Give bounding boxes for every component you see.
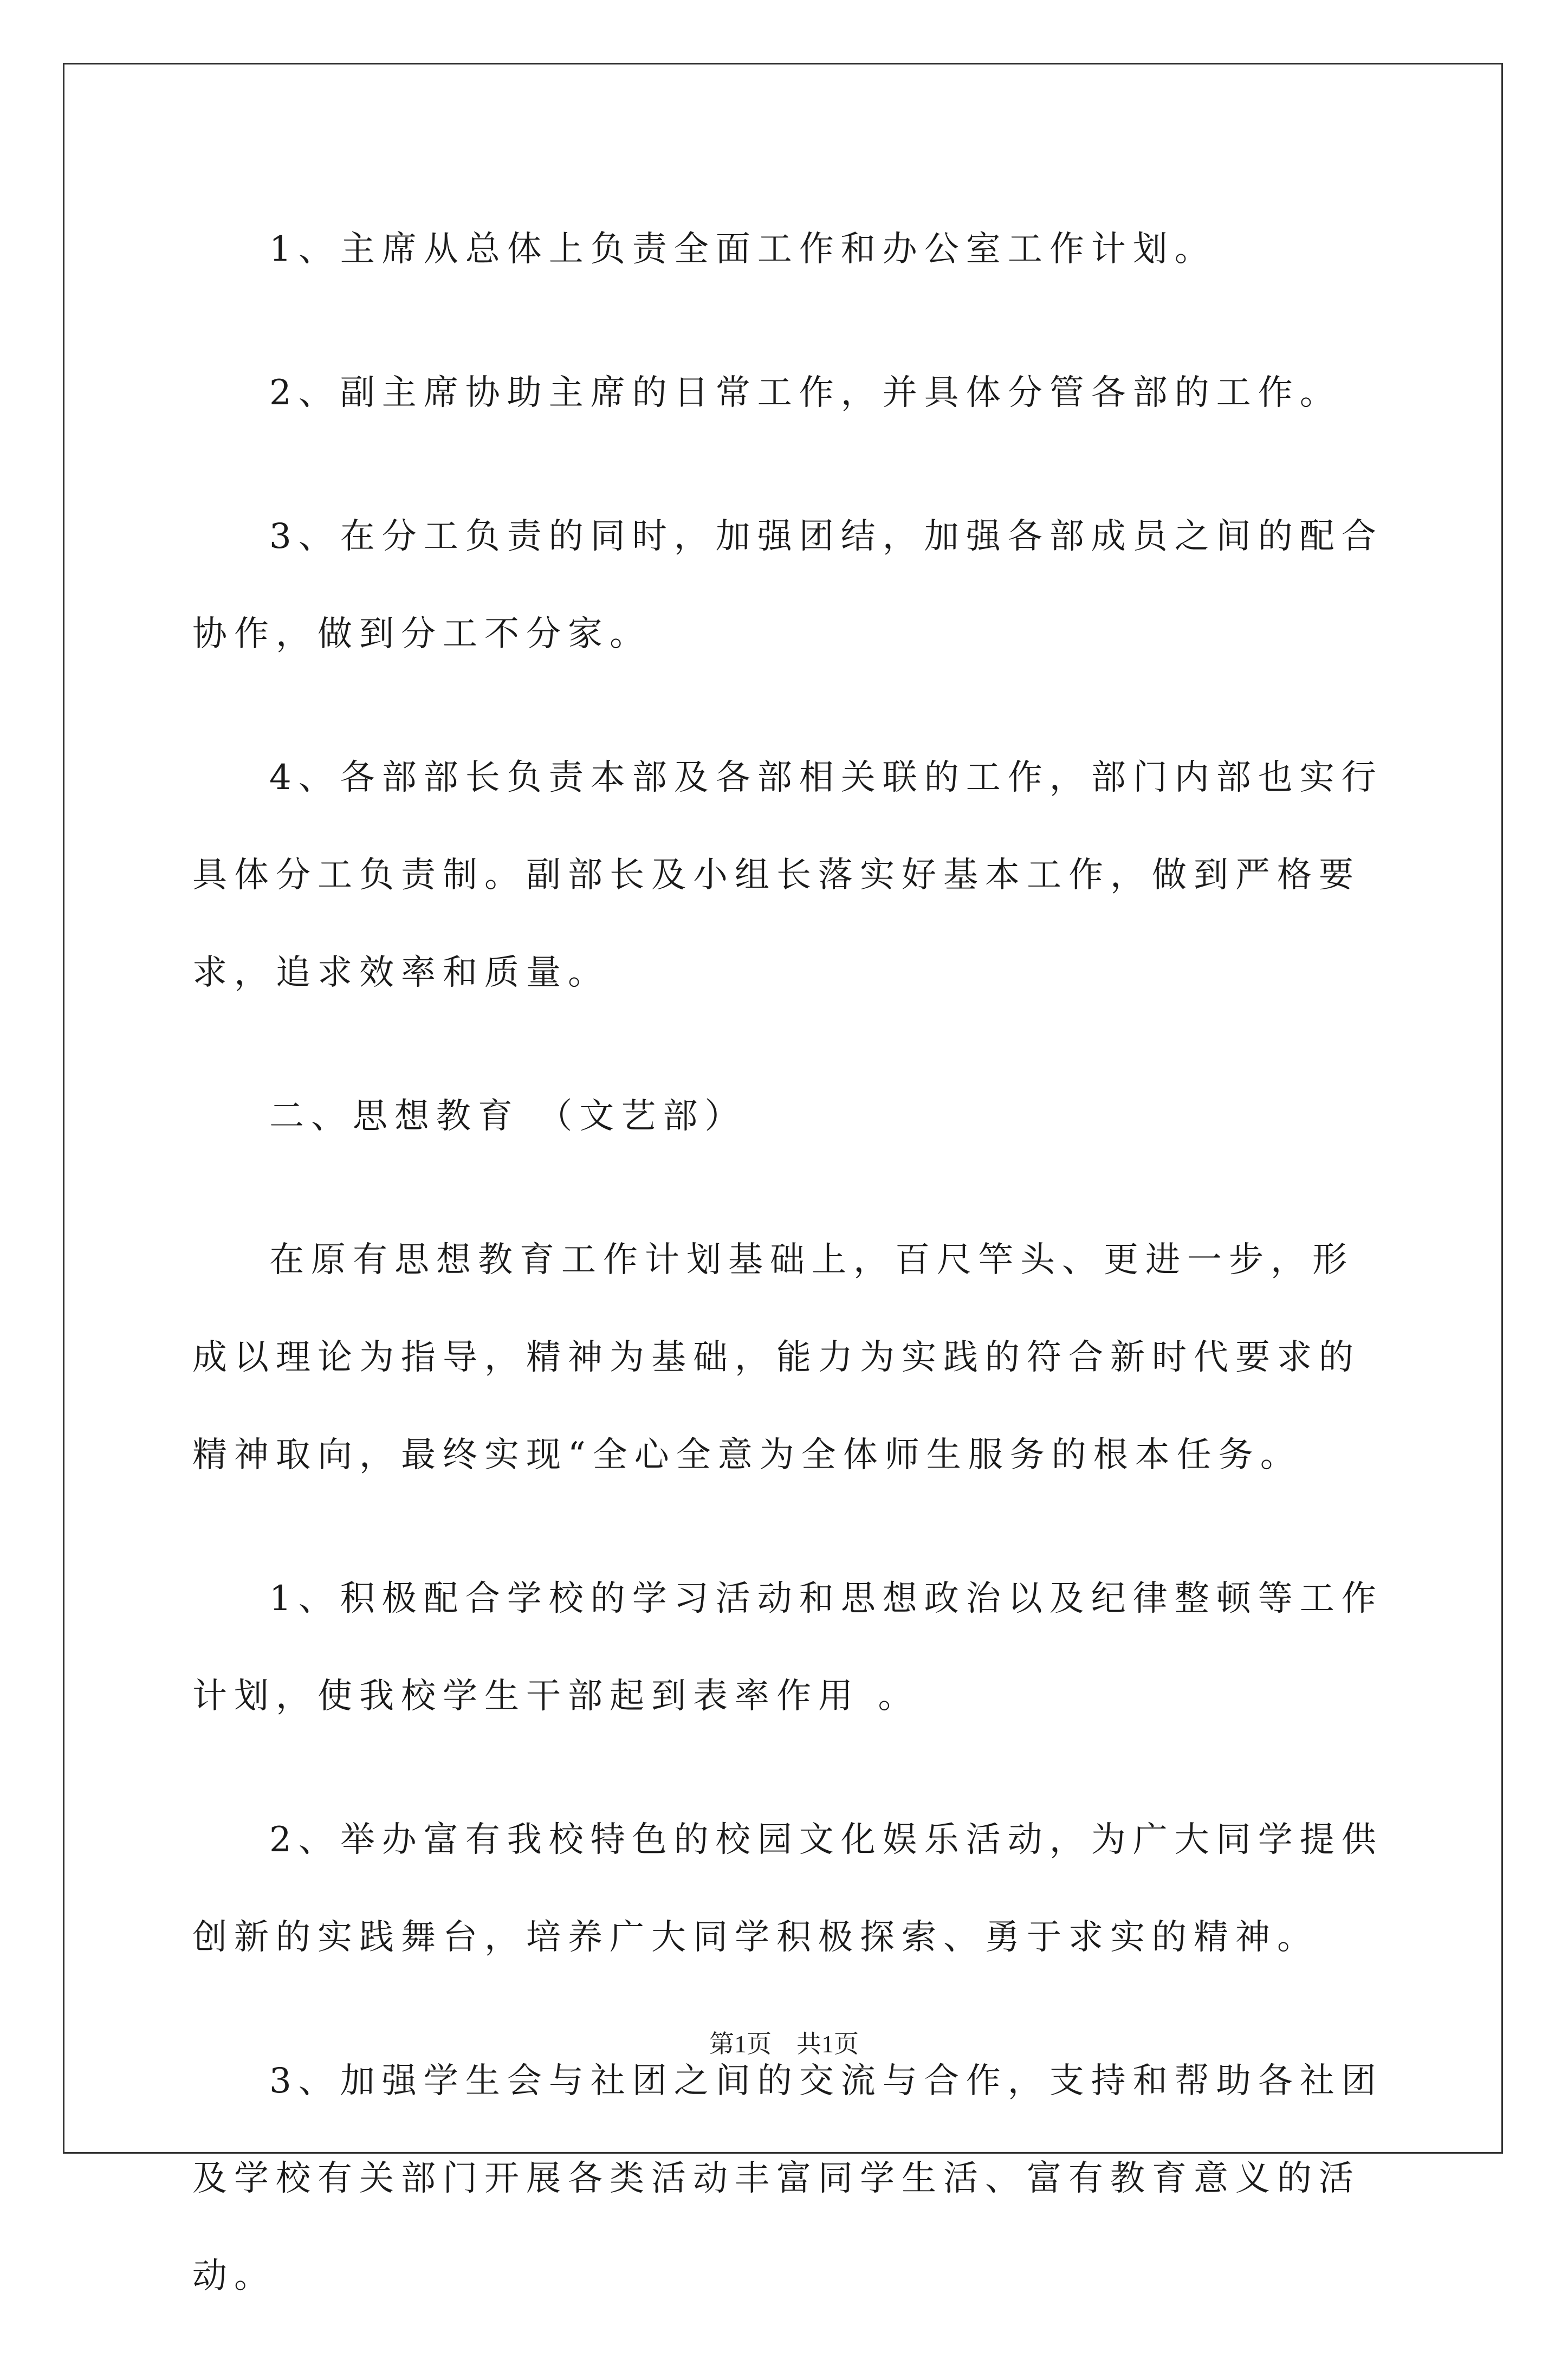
paragraph-8: 2、举办富有我校特色的校园文化娱乐活动，为广大同学提供创新的实践舞台，培养广大同学积极探索、勇于求实的精神。 [192, 1820, 1383, 1957]
paragraph-6: 在原有思想教育工作计划基础上，百尺竿头、更进一步，形成以理论为指导，精神为基础，能力为实践的符合新时代要求的精神取向，最终实现“全心全意为全体师生服务的根本任务。 [192, 1240, 1360, 1475]
section-heading: 二、思想教育 （文艺部） [269, 1096, 747, 1136]
paragraph-2: 2、副主席协助主席的日常工作，并具体分管各部的工作。 [269, 373, 1342, 413]
paragraph-4: 4、各部部长负责本部及各部相关联的工作，部门内部也实行具体分工负责制。副部长及小组长落实好基本工作，做到严格要求，追求效率和质量。 [192, 758, 1383, 993]
paragraph-3: 3、在分工负责的同时，加强团结，加强各部成员之间的配合协作，做到分工不分家。 [192, 516, 1383, 654]
page-number-footer: 第1页 共1页 [709, 2030, 859, 2058]
paragraph-1: 1、主席从总体上负责全面工作和办公室工作计划。 [269, 229, 1216, 269]
paragraph-7: 1、积极配合学校的学习活动和思想政治以及纪律整顿等工作计划，使我校学生干部起到表率作用 。 [192, 1579, 1383, 1716]
paragraph-9: 3、加强学生会与社团之间的交流与合作，支持和帮助各社团及学校有关部门开展各类活动丰富同学生活、富有教育意义的活动。 [192, 2061, 1383, 2296]
